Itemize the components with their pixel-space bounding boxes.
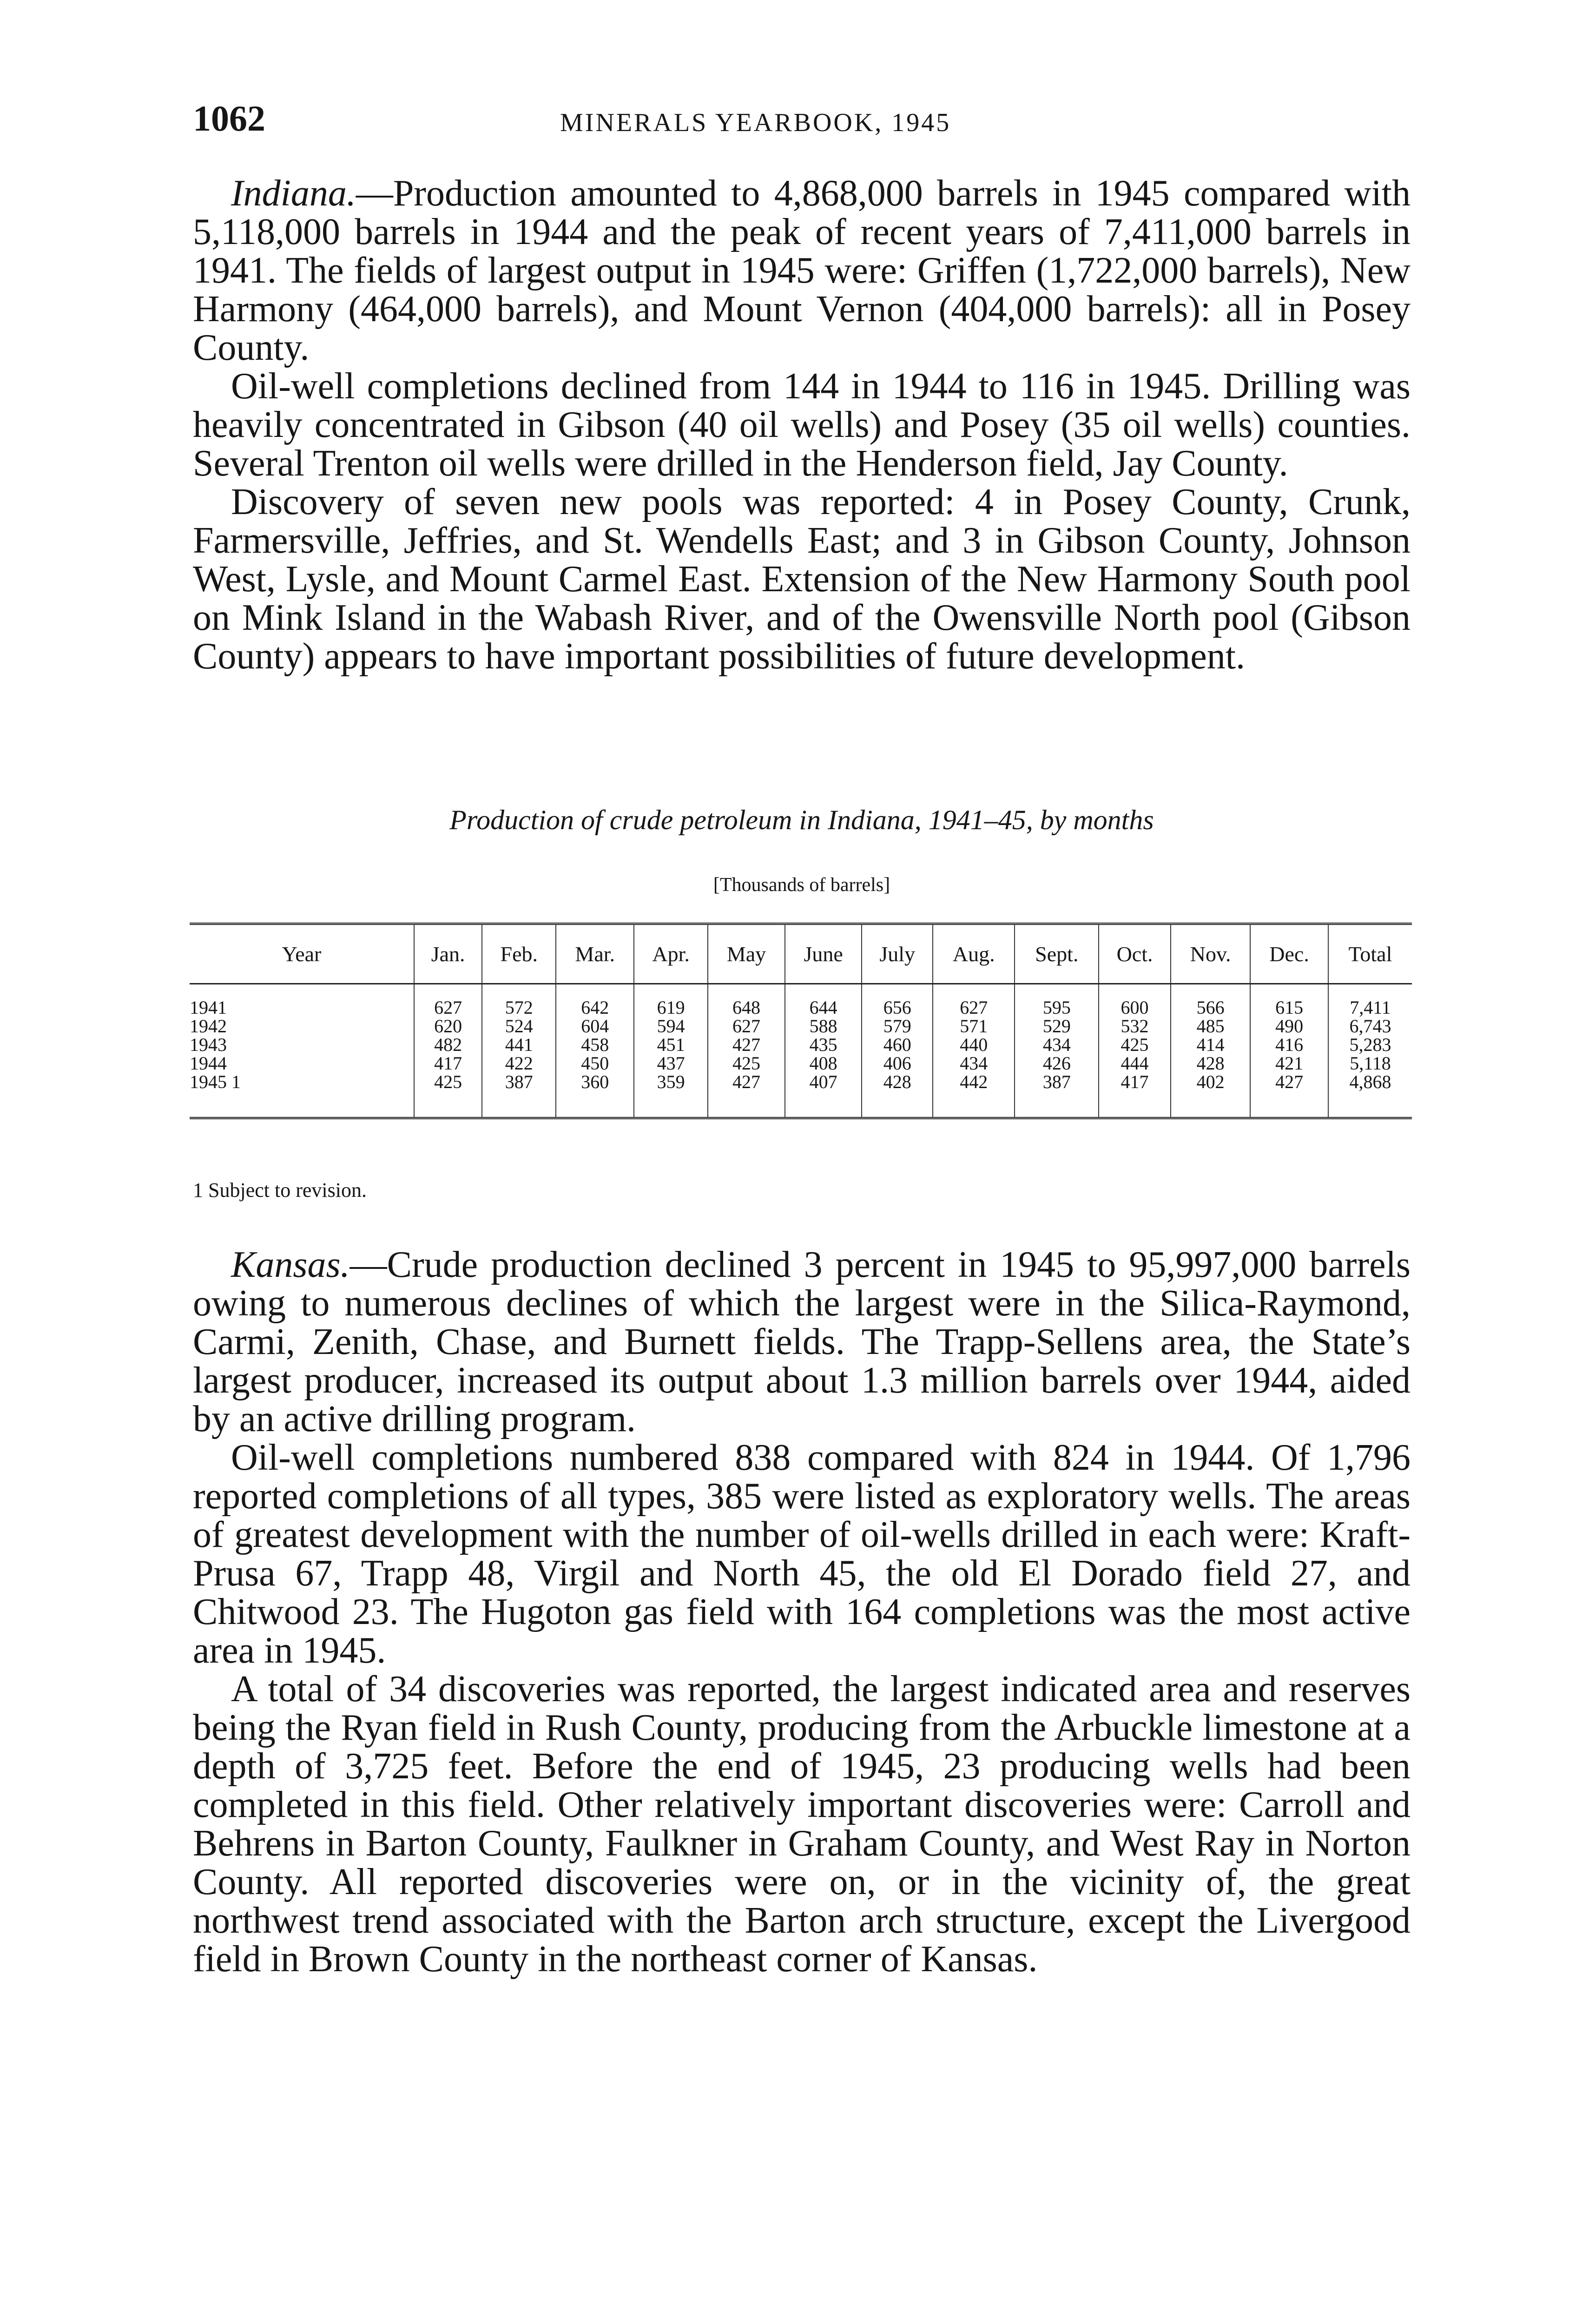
column-header: Total: [1328, 924, 1412, 984]
year-cell: 1942: [190, 1016, 227, 1037]
table-cell: 458: [556, 1036, 634, 1054]
table-cell: 450: [556, 1054, 634, 1073]
column-header: Mar.: [556, 924, 634, 984]
column-header: Jan.: [414, 924, 482, 984]
table-cell: 387: [1015, 1073, 1099, 1118]
table-row: [190, 1036, 1412, 1054]
table-cell: 571: [933, 1017, 1015, 1036]
year-cell: 1945 1: [190, 1073, 414, 1118]
table-cell: 566: [1171, 984, 1250, 1017]
kansas-heading: Kansas.: [231, 1244, 350, 1285]
table-cell: 408: [785, 1054, 862, 1073]
table-cell: 421: [1250, 1054, 1328, 1073]
table-row: [190, 1017, 1412, 1036]
table-cell: 619: [634, 984, 708, 1017]
column-header: Aug.: [933, 924, 1015, 984]
table-cell: 648: [708, 984, 785, 1017]
table-cell: 427: [708, 1073, 785, 1118]
table-cell: 441: [482, 1036, 556, 1054]
column-header: Nov.: [1171, 924, 1250, 984]
table-cell: 529: [1015, 1017, 1099, 1036]
table-cell: 620: [414, 1017, 482, 1036]
table-cell: 594: [634, 1017, 708, 1036]
table-cell: 416: [1250, 1036, 1328, 1054]
table-cell: 490: [1250, 1017, 1328, 1036]
table-cell: 407: [785, 1073, 862, 1118]
table-cell: 425: [414, 1073, 482, 1118]
table-cell: 604: [556, 1017, 634, 1036]
indiana-paragraph-1-text: —Production amounted to 4,868,000 barrels in 1945 compared with 5,118,000 barrels in 1944 and the peak of recent years of 7,411,000 barrels in 1941. The fields of largest output in 1945 were: Griffen (1,722,000 barrels), New Harmony (464,000 barrels), and Mount Vernon (404,000 barrels): all in Posey County.: [193, 173, 1411, 368]
table-cell: 451: [634, 1036, 708, 1054]
column-header: Dec.: [1250, 924, 1328, 984]
table-cell: 595: [1015, 984, 1099, 1017]
table-cell: 437: [634, 1054, 708, 1073]
table-cell: 482: [414, 1036, 482, 1054]
table-cell: 5,283: [1328, 1036, 1412, 1054]
page-number: 1062: [193, 98, 265, 139]
table-cell: 4,868: [1328, 1073, 1412, 1118]
column-header: May: [708, 924, 785, 984]
table-units: [Thousands of barrels]: [713, 874, 890, 896]
running-head: [193, 98, 1415, 149]
table-cell: 440: [933, 1036, 1015, 1054]
table-cell: 422: [482, 1054, 556, 1073]
column-header: Sept.: [1015, 924, 1099, 984]
kansas-paragraph-2: Oil-well completions numbered 838 compared with 824 in 1944. Of 1,796 reported completions of all types, 385 were listed as exploratory wells. The areas of greatest development with the number of oil-wells drilled in each were: Kraft-Prusa 67, Trapp 48, Virgil and North 45, the old El Dorado field 27, and Chitwood 23. The Hugoton gas field with 164 completions was the most active area in 1945.: [193, 1437, 1411, 1671]
table-cell: 485: [1171, 1017, 1250, 1036]
table-cell: 444: [1099, 1054, 1171, 1073]
column-header: Year: [190, 924, 414, 984]
table-cell: 387: [482, 1073, 556, 1118]
kansas-paragraph-1-text: —Crude production declined 3 percent in 1945 to 95,997,000 barrels owing to numerous declines of which the largest were in the Silica-Raymond, Carmi, Zenith, Chase, and Burnett fields. The Trapp-Sellens area, the State’s largest producer, increased its output about 1.3 million barrels over 1944, aided by an active drilling program.: [193, 1244, 1411, 1439]
table-cell: 588: [785, 1017, 862, 1036]
table-cell: 434: [1015, 1036, 1099, 1054]
table-cell: 627: [933, 984, 1015, 1017]
running-title: MINERALS YEARBOOK, 1945: [560, 108, 951, 137]
table-cell: 524: [482, 1017, 556, 1036]
table-cell: 572: [482, 984, 556, 1017]
table-cell: 426: [1015, 1054, 1099, 1073]
year-cell: 1941: [190, 997, 227, 1018]
kansas-section: [193, 1246, 1411, 1979]
column-header: June: [785, 924, 862, 984]
year-cell: 1943: [190, 1034, 227, 1055]
table-cell: 627: [708, 1017, 785, 1036]
table-cell: 359: [634, 1073, 708, 1118]
table-cell: 615: [1250, 984, 1328, 1017]
table-cell: 644: [785, 984, 862, 1017]
table-cell: 627: [414, 984, 482, 1017]
table-cell: 532: [1099, 1017, 1171, 1036]
production-table: [190, 923, 1412, 1119]
table-cell: 425: [1099, 1036, 1171, 1054]
indiana-paragraph-1: [193, 174, 1411, 367]
table-cell: 360: [556, 1073, 634, 1118]
table-caption: Production of crude petroleum in Indiana, 1941–45, by months: [449, 805, 1154, 835]
table-cell: 7,411: [1328, 984, 1412, 1017]
table-cell: 417: [414, 1054, 482, 1073]
table-cell: 425: [708, 1054, 785, 1073]
table-cell: 427: [708, 1036, 785, 1054]
table-cell: 6,743: [1328, 1017, 1412, 1036]
table-cell: 417: [1099, 1073, 1171, 1118]
table-row: [190, 984, 1412, 1017]
table-cell: 414: [1171, 1036, 1250, 1054]
column-header: July: [862, 924, 933, 984]
column-header: Feb.: [482, 924, 556, 984]
table-cell: 402: [1171, 1073, 1250, 1118]
table-cell: 460: [862, 1036, 933, 1054]
kansas-paragraph-3: A total of 34 discoveries was reported, the largest indicated area and reserves being the Ryan field in Rush County, producing from the Arbuckle limestone at a depth of 3,725 feet. Before the end of 1945, 23 producing wells had been completed in this field. Other relatively important discoveries were: Carroll and Behrens in Barton County, Faulkner in Graham County, and West Ray in Norton County. All reported discoveries were on, or in the vicinity of, the great northwest trend associated with the Barton arch structure, except the Livergood field in Brown County in the northeast corner of Kansas.: [193, 1669, 1411, 1980]
table-row: [190, 1054, 1412, 1073]
table-cell: 427: [1250, 1073, 1328, 1118]
indiana-paragraph-2: Oil-well completions declined from 144 in 1944 to 116 in 1945. Drilling was heavily concentrated in Gibson (40 oil wells) and Posey (35 oil wells) counties. Several Trenton oil wells were drilled in the Henderson field, Jay County.: [193, 366, 1411, 484]
table-header-row: [190, 924, 1412, 984]
table-cell: 406: [862, 1054, 933, 1073]
table-cell: 642: [556, 984, 634, 1017]
table-cell: 442: [933, 1073, 1015, 1118]
table-cell: 435: [785, 1036, 862, 1054]
indiana-paragraph-3: Discovery of seven new pools was reported: 4 in Posey County, Crunk, Farmersville, Jeffries, and St. Wendells East; and 3 in Gibson County, Johnson West, Lysle, and Mount Carmel East. Extension of the New Harmony South pool on Mink Island in the Wabash River, and of the Owensville North pool (Gibson County) appears to have important possibilities of future development.: [193, 482, 1411, 677]
table-cell: 428: [1171, 1054, 1250, 1073]
column-header: Oct.: [1099, 924, 1171, 984]
table-row: [190, 1073, 1412, 1118]
table-cell: 579: [862, 1017, 933, 1036]
kansas-paragraph-1: [193, 1246, 1411, 1439]
table-cell: 600: [1099, 984, 1171, 1017]
table-body: [190, 984, 1412, 1118]
table-cell: 656: [862, 984, 933, 1017]
column-header: Apr.: [634, 924, 708, 984]
year-cell: 1944: [190, 1053, 227, 1074]
table-cell: 428: [862, 1073, 933, 1118]
indiana-heading: Indiana.: [231, 173, 356, 214]
table-footnote: 1 Subject to revision.: [193, 1179, 367, 1202]
table-cell: 5,118: [1328, 1054, 1412, 1073]
indiana-section: [193, 174, 1411, 676]
table-cell: 434: [933, 1054, 1015, 1073]
